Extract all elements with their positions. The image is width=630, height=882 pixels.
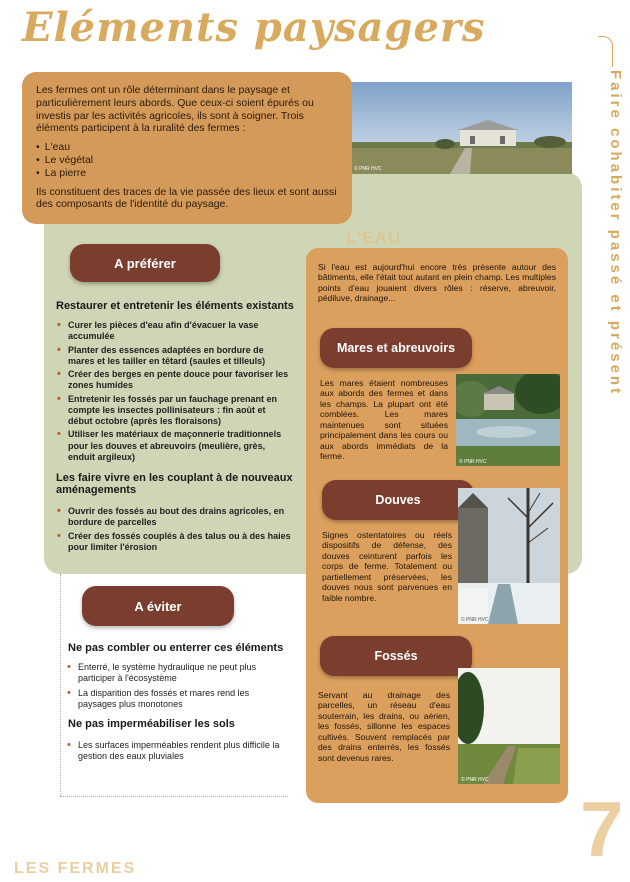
prefer-list-restore (56, 320, 292, 465)
avoid-label: A éviter (82, 586, 234, 626)
list-item: • Utiliser les matériaux de maçonnerie traditionnels pour les douves et abreuvoirs (meulière, grès, enduit argileux) (56, 429, 292, 463)
eau-title: L'EAU (346, 228, 402, 247)
list-item: • Enterré, le système hydraulique ne peut plus participer à l'écosystème (66, 662, 288, 685)
list-item: • Ouvrir des fossés au bout des drains agricoles, en bordure de parcelles (56, 506, 292, 529)
intro-conclusion: Ils constituent des traces de la vie passée des lieux et sont aussi des composants de l'identité du paysage. (36, 185, 337, 211)
ditch-photo (458, 668, 560, 784)
photo-credit: © PNR HVC (459, 459, 487, 465)
avoid-list-fill (66, 662, 288, 713)
list-item: • Créer des berges en pente douce pour favoriser les zones humides (56, 369, 292, 392)
footer-section-title: LES FERMES (14, 860, 137, 877)
moat-photo (458, 488, 560, 624)
douves-label: Douves (322, 480, 474, 520)
photo-credit: © PNR HVC (461, 617, 489, 623)
list-item: • Créer des fossés couplés à des talus ou à des haies pour limiter l'érosion (56, 531, 292, 554)
avoid-list-seal (66, 740, 288, 766)
farm-landscape-photo (350, 82, 572, 174)
list-item: • Planter des essences adaptées en bordure de mares et les tailler en têtard (saules et tilleuls) (56, 345, 292, 368)
douves-text: Signes ostentatoires ou réels dispositifs de défense, des douves ceinturent parfois les corps de ferme. Totalement ou partiellement préservées, les douves nous sont parvenues en faible nombre. (322, 530, 452, 603)
side-decoration-line (598, 36, 613, 67)
fosses-label: Fossés (320, 636, 472, 676)
intro-list (36, 141, 338, 179)
mares-text: Les mares étaient nombreuses aux abords des fermes et dans les champs. La plupart ont été comblées. Les mares maintenues sont situées principalement dans les cours ou aux abords immédiats de la ferme. (320, 378, 448, 462)
photo-credit: © PNR HVC (461, 777, 489, 783)
avoid-border-bottom (60, 796, 288, 798)
pond-photo (456, 374, 560, 466)
prefer-heading-restore: Restaurer et entretenir les éléments existants (56, 300, 294, 312)
intro-item-eau: • L'eau (36, 141, 338, 154)
prefer-list-new (56, 506, 292, 555)
photo-credit: © PNR HVC (354, 166, 382, 172)
intro-item-pierre: • La pierre (36, 167, 338, 180)
side-title: Faire cohabiter passé et présent (607, 70, 624, 397)
avoid-heading-fill: Ne pas combler ou enterrer ces éléments (68, 642, 284, 654)
page-number: 7 (580, 785, 624, 873)
intro-item-vegetal: • Le végétal (36, 154, 338, 167)
eau-intro: Si l'eau est aujourd'hui encore très présente autour des bâtiments, elle l'était tout autant en plein champ. Les multiples points d'eau jouaient divers rôles : réserve, abreuvoir, pédiluve, drainage... (318, 262, 556, 304)
prefer-label: A préférer (70, 244, 220, 282)
list-item: • La disparition des fossés et mares rend les paysages plus monotones (66, 688, 288, 711)
fosses-text: Servant au drainage des parcelles, un réseau d'eau souterrain, les drains, ou aérien, les fossés, sillonne les espaces cultivés. Souvent remplacés par des drains enterrés, les fossés sont devenus rares. (318, 690, 450, 763)
list-item: • Les surfaces imperméables rendent plus difficile la gestion des eaux pluviales (66, 740, 288, 763)
list-item: • Entretenir les fossés par un fauchage prenant en compte les insectes pollinisateurs : fin août et début octobre (après les floraisons) (56, 394, 292, 428)
page-title: Eléments paysagers (22, 4, 486, 51)
prefer-heading-new: Les faire vivre en les couplant à de nouveaux aménagements (56, 472, 293, 496)
avoid-border-left (60, 574, 62, 796)
intro-paragraph: Les fermes ont un rôle déterminant dans le paysage et particulièrement leurs abords. Que ceux-ci soient épurés ou investis par les activités agricoles, ils sont à soigner. Trois éléments participent à la ruralité des fermes : (36, 84, 314, 135)
mares-label: Mares et abreuvoirs (320, 328, 472, 368)
intro-box (22, 72, 352, 224)
list-item: • Curer les pièces d'eau afin d'évacuer la vase accumulée (56, 320, 292, 343)
avoid-heading-seal: Ne pas imperméabiliser les sols (68, 718, 235, 730)
